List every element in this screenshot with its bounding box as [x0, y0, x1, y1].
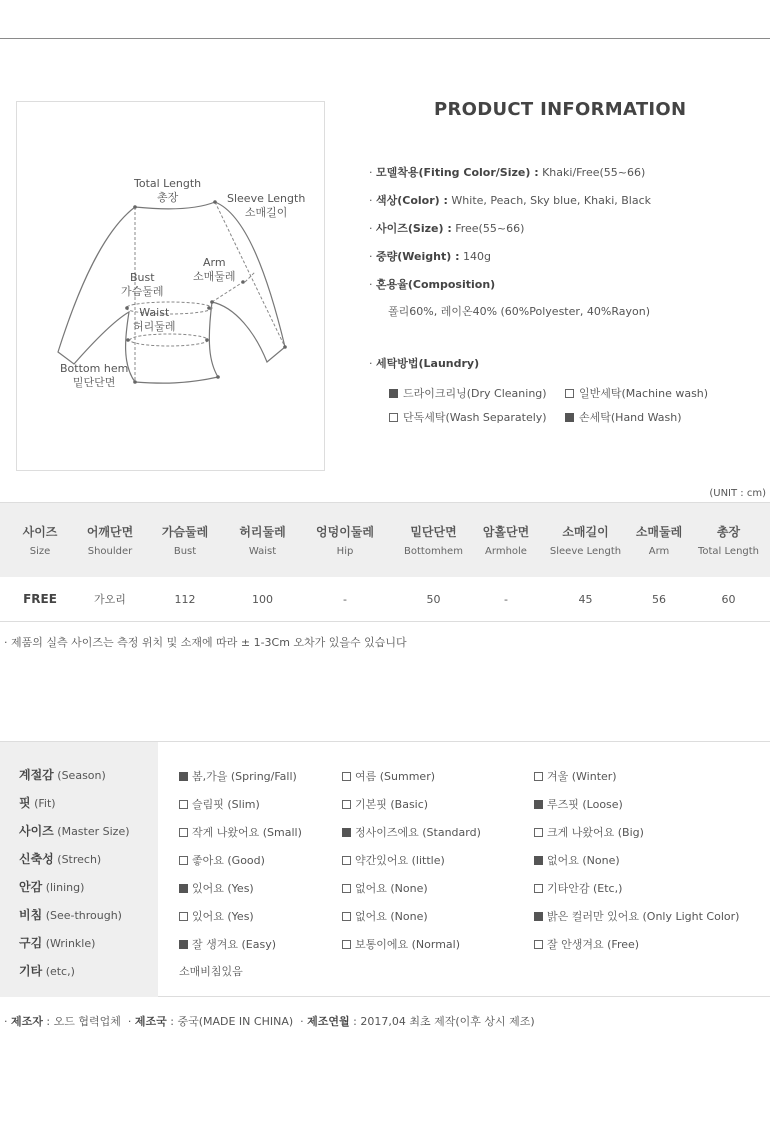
- unit-label: (UNIT : cm): [709, 488, 766, 499]
- checkbox-empty-icon: [534, 772, 543, 781]
- stretch-option: [534, 852, 620, 868]
- header-en: Bust: [173, 546, 197, 557]
- attr-season-label: [19, 766, 106, 783]
- country-value: : 중국(MADE IN CHINA): [170, 1015, 294, 1028]
- attr-fit-label: [19, 794, 56, 811]
- option-label: 겨울 (Winter): [547, 770, 617, 783]
- checkbox-empty-icon: [389, 413, 398, 422]
- header-en: Total Length: [697, 546, 760, 557]
- attr-en: (Master Size): [57, 825, 130, 838]
- lining-option: [342, 880, 428, 896]
- country-label: 제조국: [134, 1015, 167, 1028]
- attr-en: (Strech): [57, 853, 102, 866]
- info-row-composition: [369, 276, 495, 292]
- header-armhole: [472, 503, 540, 577]
- header-ko: 사이즈: [22, 525, 58, 539]
- option-label: 기타안감 (Etc,): [547, 882, 623, 895]
- bottom-hem-en: Bottom hem: [60, 362, 129, 375]
- header-en: Bottomhem: [404, 546, 463, 557]
- cell-hip: -: [343, 592, 347, 606]
- header-ko: 가슴둘레: [161, 525, 209, 539]
- see-through-option: [342, 908, 428, 924]
- bullet: ·: [369, 250, 373, 263]
- header-bust: [140, 503, 230, 577]
- size-option: [342, 824, 481, 840]
- attr-etc-label: [19, 962, 75, 979]
- header-en: Armhole: [485, 546, 527, 557]
- option-label: 있어요 (Yes): [192, 882, 254, 895]
- info-label: 중량(Weight) :: [376, 250, 460, 263]
- season-option: [342, 768, 435, 784]
- size-table-header: [0, 502, 770, 577]
- laundry-option-label: 손세탁(Hand Wash): [579, 411, 682, 424]
- header-total-length: [687, 503, 770, 577]
- checkbox-checked-icon: [534, 800, 543, 809]
- sleeve-length-en: Sleeve Length: [227, 192, 306, 205]
- header-en: Shoulder: [87, 546, 133, 557]
- option-label: 없어요 (None): [547, 854, 620, 867]
- option-label: 밝은 컬러만 있어요 (Only Light Color): [547, 910, 740, 923]
- checkbox-checked-icon: [342, 828, 351, 837]
- attr-ko: 안감: [19, 880, 43, 894]
- attr-lining-label: [19, 878, 84, 895]
- checkbox-checked-icon: [534, 856, 543, 865]
- checkbox-empty-icon: [342, 772, 351, 781]
- label-sleeve-length: [227, 192, 305, 220]
- arm-ko: 소매둘레: [193, 270, 236, 283]
- attr-en: (Fit): [34, 797, 56, 810]
- waist-en: Waist: [139, 306, 170, 319]
- option-label: 여름 (Summer): [355, 770, 436, 783]
- header-ko: 총장: [716, 525, 741, 539]
- cell-total-length: 60: [721, 592, 736, 606]
- attr-ko: 비침: [19, 908, 43, 922]
- header-shoulder: [80, 503, 140, 577]
- checkbox-empty-icon: [342, 856, 351, 865]
- cell-bust: 112: [174, 592, 196, 606]
- cell-bottomhem: 50: [426, 592, 441, 606]
- checkbox-checked-icon: [565, 413, 574, 422]
- season-option: [179, 768, 297, 784]
- attr-en: (lining): [45, 881, 85, 894]
- header-ko: 엉덩이둘레: [316, 525, 374, 539]
- laundry-dry-cleaning: [389, 385, 547, 401]
- attr-see-through-label: [19, 906, 122, 923]
- wrinkle-option: [179, 936, 276, 952]
- bullet: ·: [369, 222, 373, 235]
- info-row-color: [369, 192, 651, 208]
- fit-option: [179, 796, 260, 812]
- header-sleeve-length: [540, 503, 631, 577]
- wrinkle-option: [342, 936, 460, 952]
- info-row-weight: [369, 248, 491, 264]
- maker-value: : 오드 협력업체: [46, 1015, 121, 1028]
- laundry-option-label: 일반세탁(Machine wash): [579, 387, 709, 400]
- attr-en: (See-through): [45, 909, 122, 922]
- label-arm: [193, 256, 236, 284]
- bust-ko: 가슴둘레: [121, 285, 164, 298]
- header-ko: 밑단단면: [410, 525, 457, 539]
- product-info-title: PRODUCT INFORMATION: [434, 99, 687, 120]
- total-length-ko: 총장: [156, 191, 179, 204]
- option-label: 좋아요 (Good): [192, 854, 265, 867]
- checkbox-empty-icon: [179, 828, 188, 837]
- info-row-size: [369, 220, 524, 236]
- info-label: 모델착용(Fiting Color/Size) :: [376, 166, 539, 179]
- laundry-heading: [369, 355, 479, 371]
- laundry-option-label: 단독세탁(Wash Separately): [403, 411, 547, 424]
- attr-ko: 신축성: [19, 852, 54, 866]
- label-bust: [121, 271, 164, 299]
- option-label: 없어요 (None): [355, 882, 428, 895]
- season-option: [534, 768, 617, 784]
- attr-stretch-label: [19, 850, 101, 867]
- option-label: 약간있어요 (little): [355, 854, 445, 867]
- header-hip: [295, 503, 395, 577]
- bust-en: Bust: [129, 271, 155, 284]
- cell-waist: 100: [252, 592, 273, 606]
- etc-note: 소매비침있음: [179, 965, 243, 978]
- option-label: 없어요 (None): [355, 910, 428, 923]
- checkbox-empty-icon: [179, 912, 188, 921]
- attr-wrinkle-label: [19, 934, 95, 951]
- waist-ko: 허리둘레: [133, 320, 176, 333]
- checkbox-empty-icon: [534, 828, 543, 837]
- laundry-label: 세탁방법(Laundry): [376, 357, 480, 370]
- option-label: 보통이에요 (Normal): [355, 938, 461, 951]
- bullet: ·: [369, 357, 373, 370]
- cell-size: FREE: [23, 592, 57, 606]
- cell-shoulder: 가오리: [94, 593, 126, 606]
- lining-option: [534, 880, 622, 896]
- info-value: White, Peach, Sky blue, Khaki, Black: [451, 194, 652, 207]
- info-value: 140g: [462, 250, 491, 263]
- cell-sleeve-length: 45: [578, 592, 593, 606]
- fit-option: [534, 796, 623, 812]
- header-ko: 소매둘레: [635, 525, 683, 539]
- stretch-option: [342, 852, 445, 868]
- header-en: Sleeve Length: [549, 546, 622, 557]
- sleeve-length-ko: 소매길이: [244, 206, 288, 219]
- attr-ko: 기타: [19, 964, 43, 978]
- bullet: ·: [369, 194, 373, 207]
- checkbox-empty-icon: [534, 940, 543, 949]
- label-bottom-hem: [60, 362, 128, 390]
- checkbox-checked-icon: [534, 912, 543, 921]
- bottom-hem-ko: 밑단단면: [72, 376, 116, 389]
- attr-en: (Season): [57, 769, 106, 782]
- laundry-option-label: 드라이크리닝(Dry Cleaning): [403, 387, 547, 400]
- checkbox-empty-icon: [565, 389, 574, 398]
- manufacturer-info: · 제조자 : 오드 협력업체 · 제조국 : 중국(MADE IN CHINA) · 제조연월 : 2017,04 최초 제작(이후 상시 제조): [4, 1015, 535, 1028]
- stretch-option: [179, 852, 265, 868]
- size-table: [0, 502, 770, 622]
- laundry-machine-wash: [565, 385, 708, 401]
- info-label: 혼용율(Composition): [376, 278, 496, 291]
- header-ko: 소매길이: [562, 525, 609, 539]
- checkbox-empty-icon: [179, 800, 188, 809]
- attr-ko: 계절감: [19, 768, 54, 782]
- header-size: [0, 503, 80, 577]
- info-value: Khaki/Free(55~66): [542, 166, 646, 179]
- checkbox-checked-icon: [179, 884, 188, 893]
- table-row: [0, 577, 770, 622]
- checkbox-empty-icon: [534, 884, 543, 893]
- arm-en: Arm: [202, 256, 226, 269]
- checkbox-empty-icon: [179, 856, 188, 865]
- header-ko: 암홀단면: [482, 525, 530, 539]
- header-en: Hip: [336, 546, 354, 557]
- checkbox-checked-icon: [179, 772, 188, 781]
- attr-size-label: [19, 822, 130, 839]
- attr-ko: 사이즈: [19, 824, 54, 838]
- header-en: Size: [29, 546, 51, 557]
- attributes-table: [0, 741, 770, 997]
- total-length-en: Total Length: [134, 177, 202, 190]
- option-label: 있어요 (Yes): [192, 910, 254, 923]
- size-option: [179, 824, 302, 840]
- header-ko: 허리둘레: [239, 525, 286, 539]
- label-total-length: [134, 177, 201, 205]
- option-label: 루즈핏 (Loose): [547, 798, 623, 811]
- checkbox-empty-icon: [342, 912, 351, 921]
- checkbox-checked-icon: [389, 389, 398, 398]
- checkbox-empty-icon: [342, 940, 351, 949]
- checkbox-empty-icon: [342, 800, 351, 809]
- header-waist: [230, 503, 295, 577]
- date-value: : 2017,04 최초 제작(이후 상시 제조): [353, 1015, 535, 1028]
- composition-detail: 폴리60%, 레이온40% (60%Polyester, 40%Rayon): [388, 305, 650, 318]
- wrinkle-option: [534, 936, 639, 952]
- option-label: 작게 나왔어요 (Small): [192, 826, 302, 839]
- date-label: 제조연월: [307, 1015, 350, 1028]
- option-label: 크게 나왔어요 (Big): [547, 826, 644, 839]
- option-label: 기본핏 (Basic): [355, 798, 429, 811]
- cell-arm: 56: [652, 592, 666, 606]
- size-note: · 제품의 실측 사이즈는 측정 위치 및 소재에 따라 ± 1-3Cm 오차가 있을수 있습니다: [4, 636, 407, 649]
- info-label: 색상(Color) :: [376, 194, 448, 207]
- info-row-fitting: [369, 164, 645, 180]
- laundry-wash-separately: [389, 409, 547, 425]
- attr-ko: 핏: [19, 796, 31, 810]
- header-en: Waist: [248, 546, 277, 557]
- option-label: 봄,가을 (Spring/Fall): [192, 770, 297, 783]
- option-label: 정사이즈에요 (Standard): [355, 826, 481, 839]
- checkbox-empty-icon: [342, 884, 351, 893]
- attr-en: (Wrinkle): [45, 937, 96, 950]
- header-arm: [631, 503, 687, 577]
- garment-outline-drawing: [17, 102, 326, 472]
- info-label: 사이즈(Size) :: [376, 222, 452, 235]
- measurement-diagram: [16, 101, 325, 471]
- option-label: 잘 안생겨요 (Free): [547, 938, 640, 951]
- label-waist: [133, 306, 176, 334]
- option-label: 잘 생겨요 (Easy): [192, 938, 277, 951]
- checkbox-checked-icon: [179, 940, 188, 949]
- header-en: Arm: [648, 546, 670, 557]
- bullet: ·: [369, 278, 373, 291]
- header-bottomhem: [395, 503, 472, 577]
- maker-label: 제조자: [11, 1015, 43, 1028]
- top-divider: [0, 38, 770, 39]
- option-label: 슬림핏 (Slim): [192, 798, 260, 811]
- attr-ko: 구김: [19, 936, 43, 950]
- attr-en: (etc,): [45, 965, 75, 978]
- cell-armhole: -: [504, 592, 508, 606]
- laundry-hand-wash: [565, 409, 682, 425]
- bullet: ·: [369, 166, 373, 179]
- size-option: [534, 824, 644, 840]
- see-through-option: [179, 908, 254, 924]
- fit-option: [342, 796, 428, 812]
- see-through-option: [534, 908, 739, 924]
- header-ko: 어깨단면: [86, 525, 134, 539]
- lining-option: [179, 880, 254, 896]
- info-value: Free(55~66): [455, 222, 525, 235]
